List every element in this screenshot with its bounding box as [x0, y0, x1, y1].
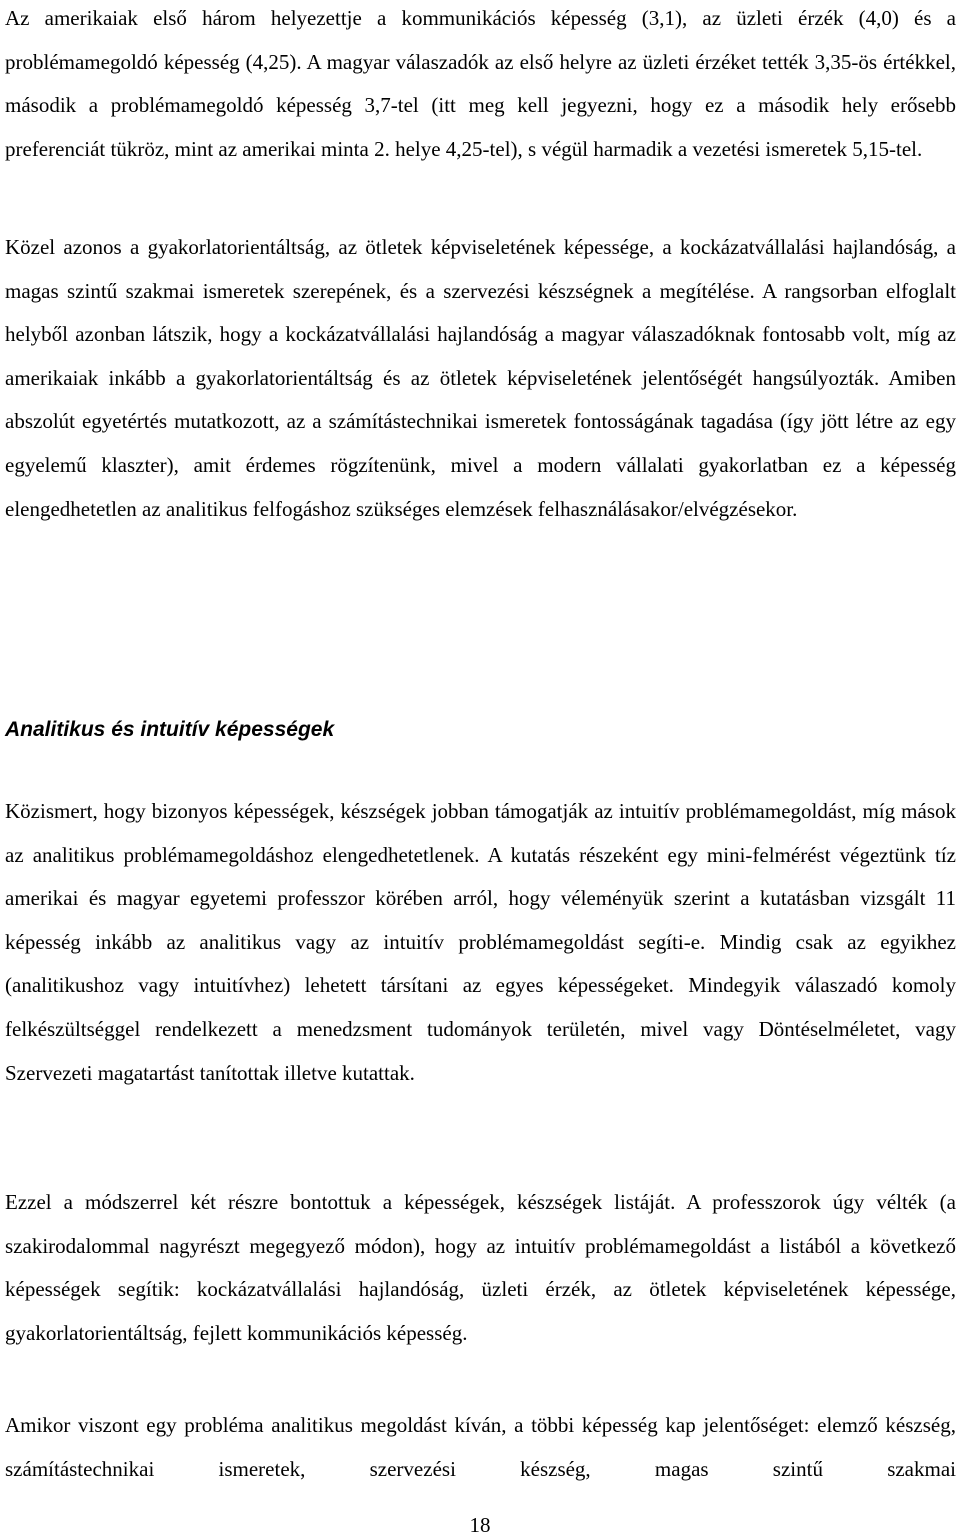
body-paragraph: Ezzel a módszerrel két részre bontottuk a képességek, készségek listáját. A professzorok úgy vélték (a szakirodalommal nagyrészt megegyező módon), hogy az intuitív problémamegoldást a listából a következő képességek segítik: kockázatvállalási hajlandóság, üzleti érzék, az ötletek képviseletének képessége, gyakorlatorientáltság, fejlett kommunikációs képesség.: [5, 1190, 956, 1345]
section-heading: Analitikus és intuitív képességek: [5, 718, 335, 741]
body-paragraph: Az amerikaiak első három helyezettje a kommunikációs képesség (3,1), az üzleti érzék (4,0) és a problémamegoldó képesség (4,25). A magyar válaszadók az első helyre az üzleti érzéket tették 3,35-ös értékkel, második a problémamegoldó képesség 3,7-tel (itt meg kell jegyezni, hogy ez a második hely erősebb preferenciát tükröz, mint az amerikai minta 2. helye 4,25-tel), s végül harmadik a vezetési ismeretek 5,15-tel.: [5, 6, 956, 161]
body-paragraph: Közel azonos a gyakorlatorientáltság, az ötletek képviseletének képessége, a kockázatvállalási hajlandóság, a magas szintű szakmai ismeretek szerepének, és a szervezési készségnek a megítélése. A rangsorban elfoglalt helyből azonban látszik, hogy a kockázatvállalási hajlandóság a magyar válaszadóknak fontosabb volt, míg az amerikaiak inkább a gyakorlatorientáltság és az ötletek képviseletének jelentőségét hangsúlyozták. Amiben abszolút egyetértés mutatkozott, az a számítástechnikai ismeretek fontosságának tagadása (így jött létre az egy egyelemű klaszter), amit érdemes rögzítenünk, mivel a modern vállalati gyakorlatban ez a képesség elengedhetetlen az analitikus felfogáshoz szükséges elemzések felhasználásakor/elvégzésekor.: [5, 235, 956, 521]
body-paragraph: Közismert, hogy bizonyos képességek, készségek jobban támogatják az intuitív problémamegoldást, míg mások az analitikus problémamegoldáshoz elengedhetetlenek. A kutatás részeként egy mini-felmérést végeztünk tíz amerikai és magyar egyetemi professzor körében arról, hogy véleményük szerint a kutatásban vizsgált 11 képesség inkább az analitikus vagy az intuitív problémamegoldást segíti-e. Mindig csak az egyikhez (analitikushoz vagy intuitívhez) lehetett társítani az egyes képességeket. Mindegyik válaszadó komoly felkészültséggel rendelkezett a menedzsment tudományok területén, mivel vagy Döntéselméletet, vagy Szervezeti magatartást tanítottak illetve kutattak.: [5, 799, 956, 1085]
page-number: 18: [469, 1513, 491, 1537]
body-paragraph: Amikor viszont egy probléma analitikus megoldást kíván, a többi képesség kap jelentőséget: elemző készség, számítástechnikai ismeretek, szervezési készség, magas szintű szakmai: [5, 1413, 956, 1481]
